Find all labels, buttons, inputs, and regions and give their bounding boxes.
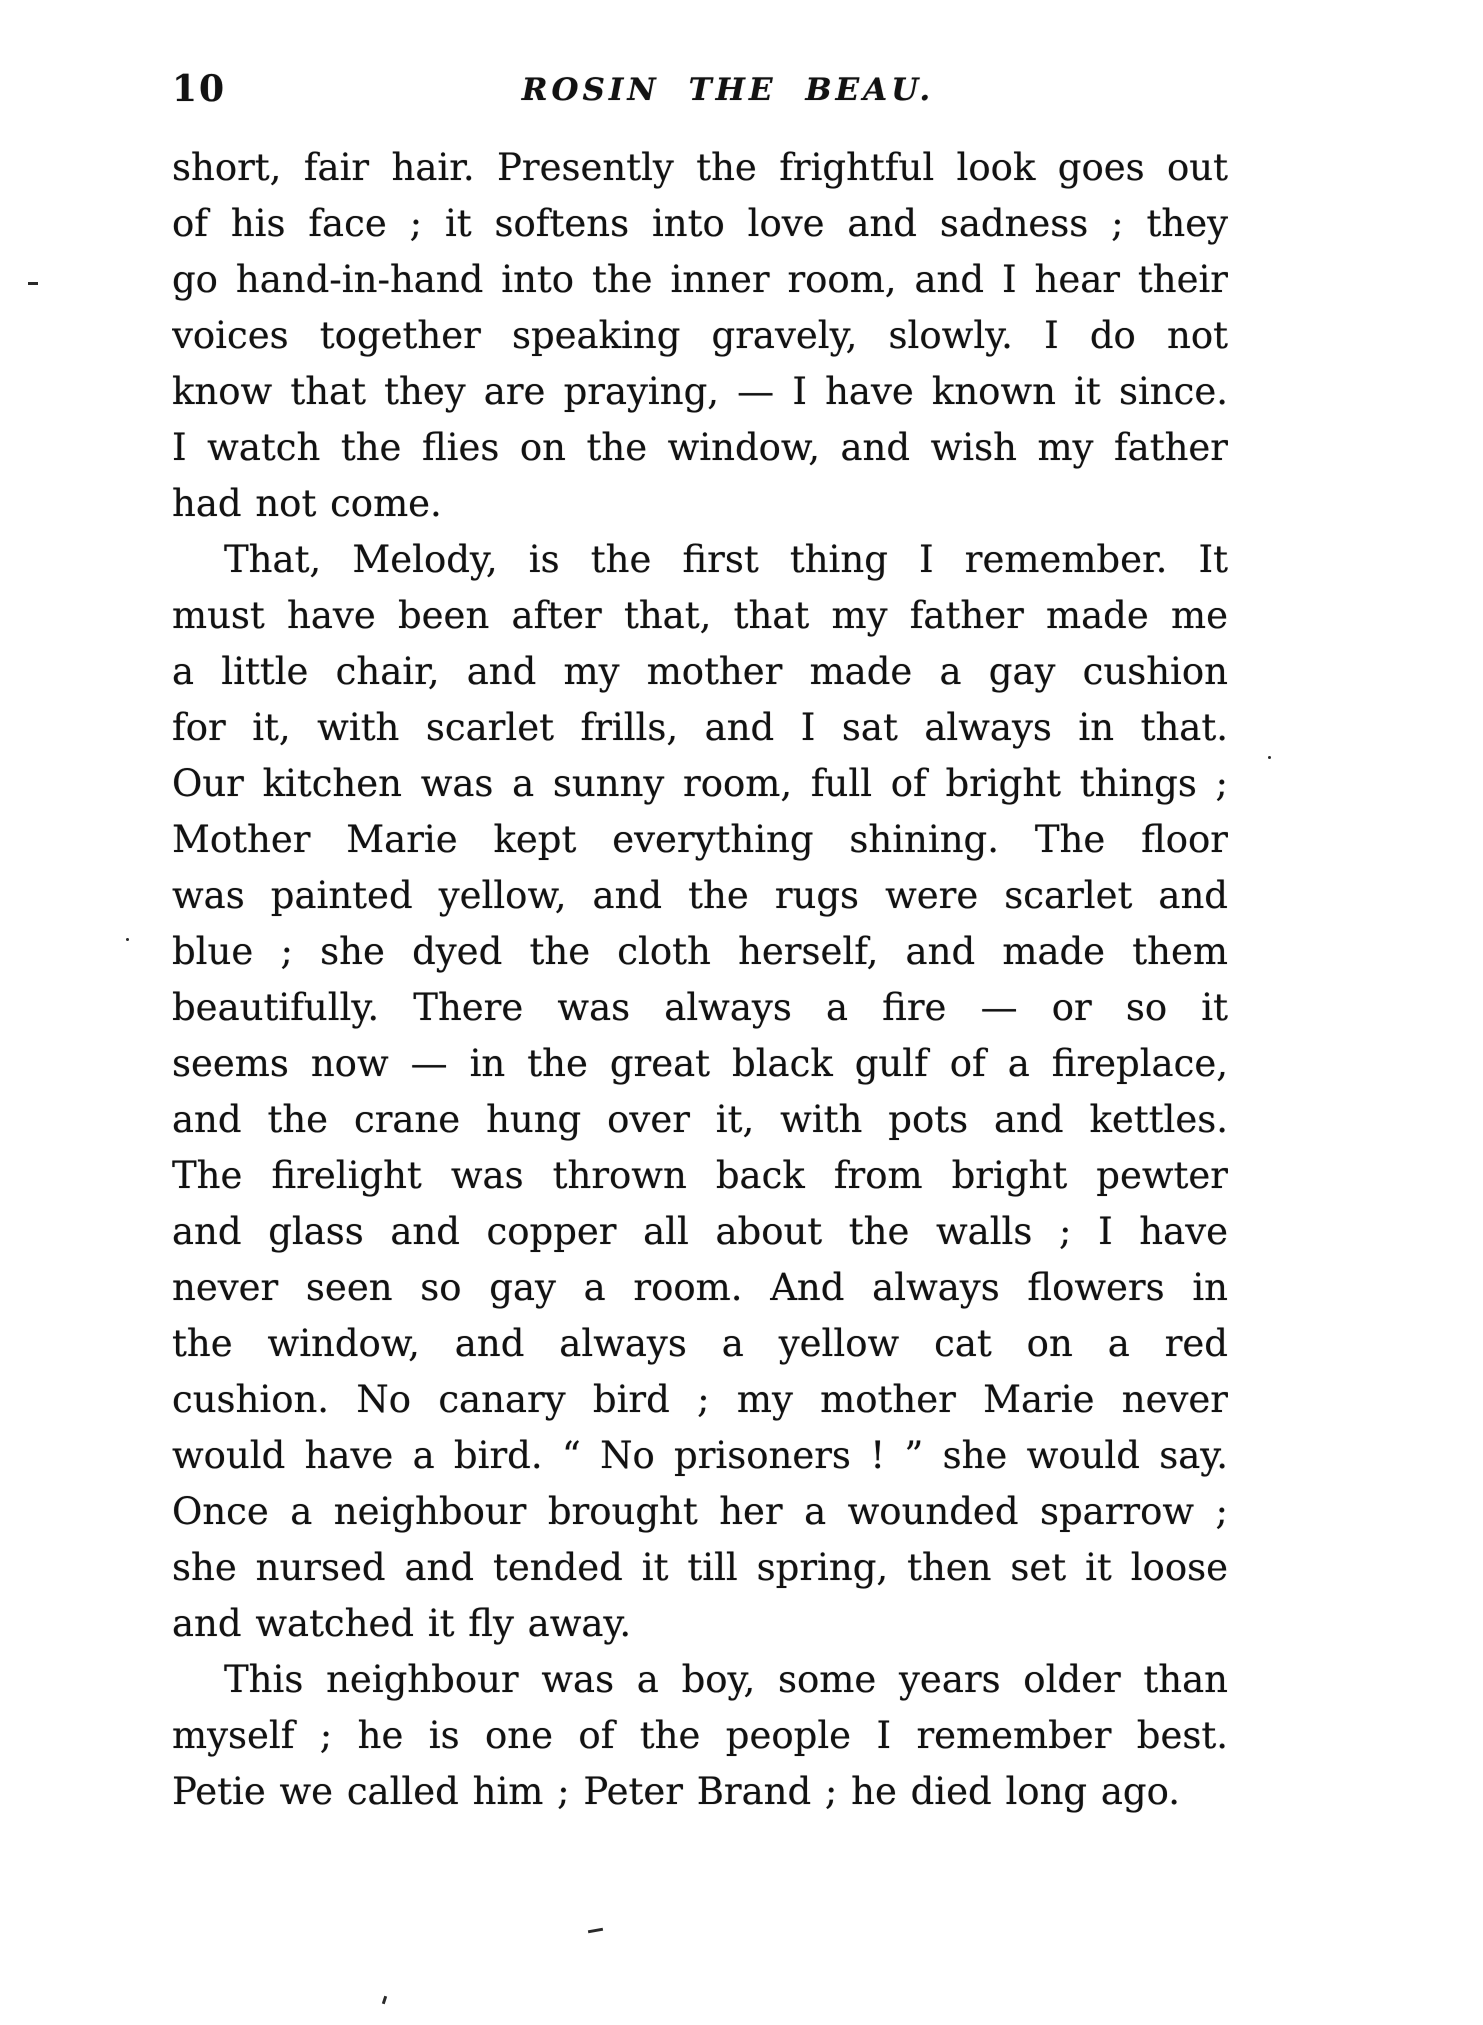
paragraph [172,140,1228,532]
text-line: and the crane hung over it, with pots and kettles. [172,1098,1228,1141]
text-line: the window, and always a yellow cat on a red [172,1322,1228,1365]
text-line: Mother Marie kept everything shining. The floor [172,818,1228,861]
text-line: of his face ; it softens into love and sadness ; they [172,202,1228,245]
text-line: Petie we called him ; Peter Brand ; he died long ago. [172,1770,1180,1813]
text-line: and watched it fly away. [172,1602,632,1645]
text-line: blue ; she dyed the cloth herself, and made them [172,930,1228,973]
text-line: myself ; he is one of the people I remember best. [172,1714,1228,1757]
text-line: cushion. No canary bird ; my mother Marie never [172,1378,1228,1421]
scan-speck [382,1996,387,2005]
text-line: That, Melody, is the first thing I remember. It [224,538,1228,581]
text-line: must have been after that, that my father made me [172,594,1228,637]
paragraph [172,532,1228,1652]
text-line: would have a bird. “ No prisoners ! ” she would say. [172,1434,1228,1477]
page-number: 10 [172,68,227,110]
paragraph [172,1652,1228,1820]
text-line: had not come. [172,482,442,525]
text-line: short, fair hair. Presently the frightful look goes out [172,146,1228,189]
scan-speck [28,282,38,285]
text-line: for it, with scarlet frills, and I sat always in that. [172,706,1228,749]
page-header [172,64,1228,112]
text-line: voices together speaking gravely, slowly. I do not [172,314,1228,357]
text-line: was painted yellow, and the rugs were scarlet and [172,874,1228,917]
text-line: never seen so gay a room. And always flowers in [172,1266,1228,1309]
text-line: a little chair, and my mother made a gay cushion [172,650,1228,693]
text-line: and glass and copper all about the walls ; I have [172,1210,1228,1253]
text-line: The firelight was thrown back from bright pewter [172,1154,1228,1197]
text-line: go hand-in-hand into the inner room, and I hear their [172,258,1228,301]
running-title: ROSIN THE BEAU. [521,72,935,108]
text-line: seems now — in the great black gulf of a fireplace, [172,1042,1228,1085]
text-line: she nursed and tended it till spring, then set it loose [172,1546,1228,1589]
scan-speck [1268,756,1271,759]
scan-speck [588,1928,603,1934]
text-line: This neighbour was a boy, some years older than [224,1658,1228,1701]
text-line: Our kitchen was a sunny room, full of bright things ; [172,762,1228,805]
body-text [172,140,1228,1820]
text-line: I watch the flies on the window, and wish my father [172,426,1228,469]
text-line: Once a neighbour brought her a wounded sparrow ; [172,1490,1228,1533]
text-line: beautifully. There was always a fire — or so it [172,986,1228,1029]
text-line: know that they are praying, — I have known it since. [172,370,1228,413]
scan-speck [126,938,129,941]
